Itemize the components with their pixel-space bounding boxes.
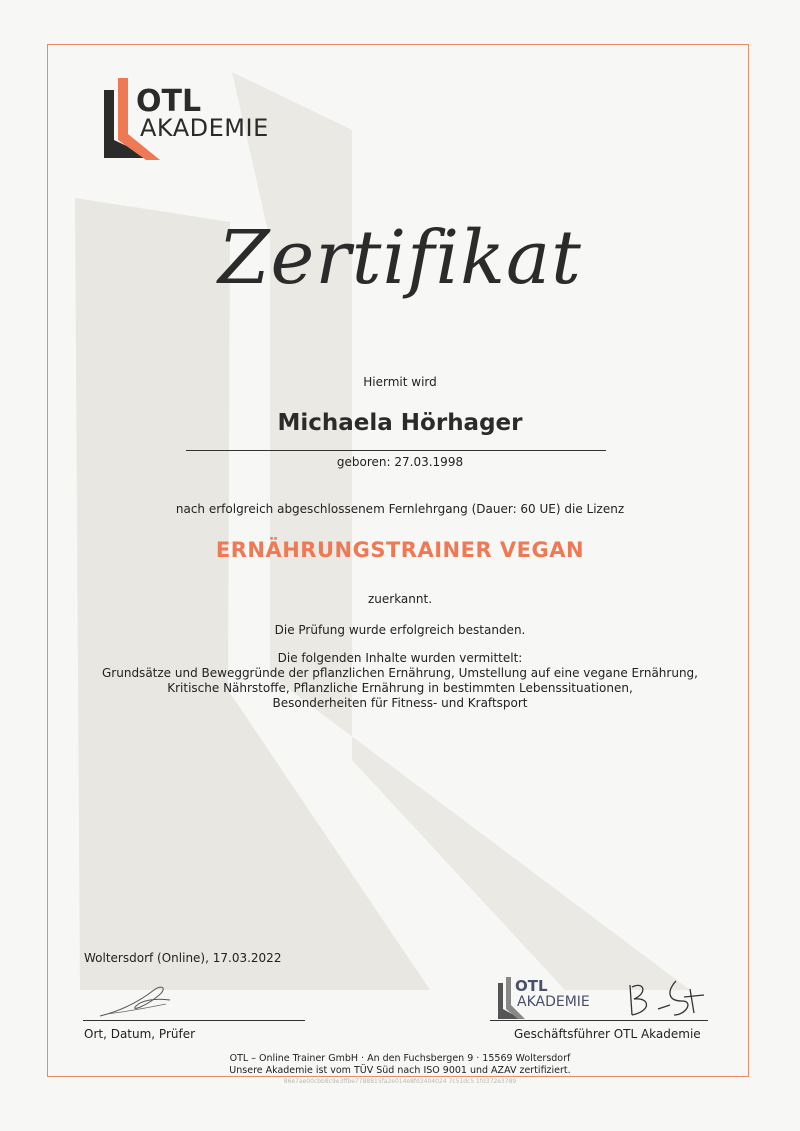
license-title: ERNÄHRUNGSTRAINER VEGAN	[215, 538, 585, 562]
footer	[0, 1053, 800, 1077]
intro-text: Hiermit wird	[363, 375, 437, 389]
contents-heading: Die folgenden Inhalte wurden vermittelt:	[277, 651, 523, 665]
examiner-signature-icon	[96, 982, 176, 1022]
small-otl-logo	[497, 975, 627, 1021]
contents-block	[0, 651, 800, 711]
contents-line: Kritische Nährstoffe, Pflanzliche Ernährung in bestimmten Lebenssituationen,	[167, 681, 633, 695]
awarded-text: zuerkannt.	[367, 592, 433, 606]
director-signature-icon	[624, 975, 714, 1023]
logo-text-otl: OTL	[136, 84, 202, 119]
recipient-name: Michaela Hörhager	[277, 410, 523, 436]
right-signature-label: Geschäftsführer OTL Akademie	[514, 1027, 701, 1041]
small-logo-akademie: AKADEMIE	[517, 994, 590, 1010]
name-underline	[186, 450, 606, 451]
verification-hash: 86e7ae00cbb8c9e3ffbe7788815fa2e014e8fd3404024 7c51dc5 1fd372e3789	[283, 1078, 517, 1085]
course-text: nach erfolgreich abgeschlossenem Fernlehrgang (Dauer: 60 UE) die Lizenz	[175, 502, 625, 516]
certificate-title: Zertifikat	[218, 215, 582, 301]
small-logo-otl: OTL	[515, 977, 548, 995]
place-date: Woltersdorf (Online), 17.03.2022	[84, 951, 282, 965]
otl-logo	[102, 78, 302, 168]
right-signature-line	[490, 1020, 708, 1021]
footer-certification: Unsere Akademie ist vom TÜV Süd nach ISO 9001 und AZAV zertifiziert.	[229, 1065, 571, 1076]
contents-line: Besonderheiten für Fitness- und Kraftsport	[272, 696, 528, 710]
footer-line-left	[96, 1076, 196, 1077]
birth-date: geboren: 27.03.1998	[336, 455, 464, 469]
logo-text-akademie: AKADEMIE	[140, 114, 269, 142]
exam-text: Die Prüfung wurde erfolgreich bestanden.	[274, 623, 526, 637]
footer-line-right	[598, 1076, 704, 1077]
contents-line: Grundsätze und Beweggründe der pflanzlichen Ernährung, Umstellung auf eine vegane Ernährung,	[102, 666, 698, 680]
footer-address: OTL – Online Trainer GmbH · An den Fuchsbergen 9 · 15569 Woltersdorf	[229, 1053, 571, 1064]
left-signature-label: Ort, Datum, Prüfer	[84, 1027, 196, 1041]
left-signature-line	[83, 1020, 305, 1021]
